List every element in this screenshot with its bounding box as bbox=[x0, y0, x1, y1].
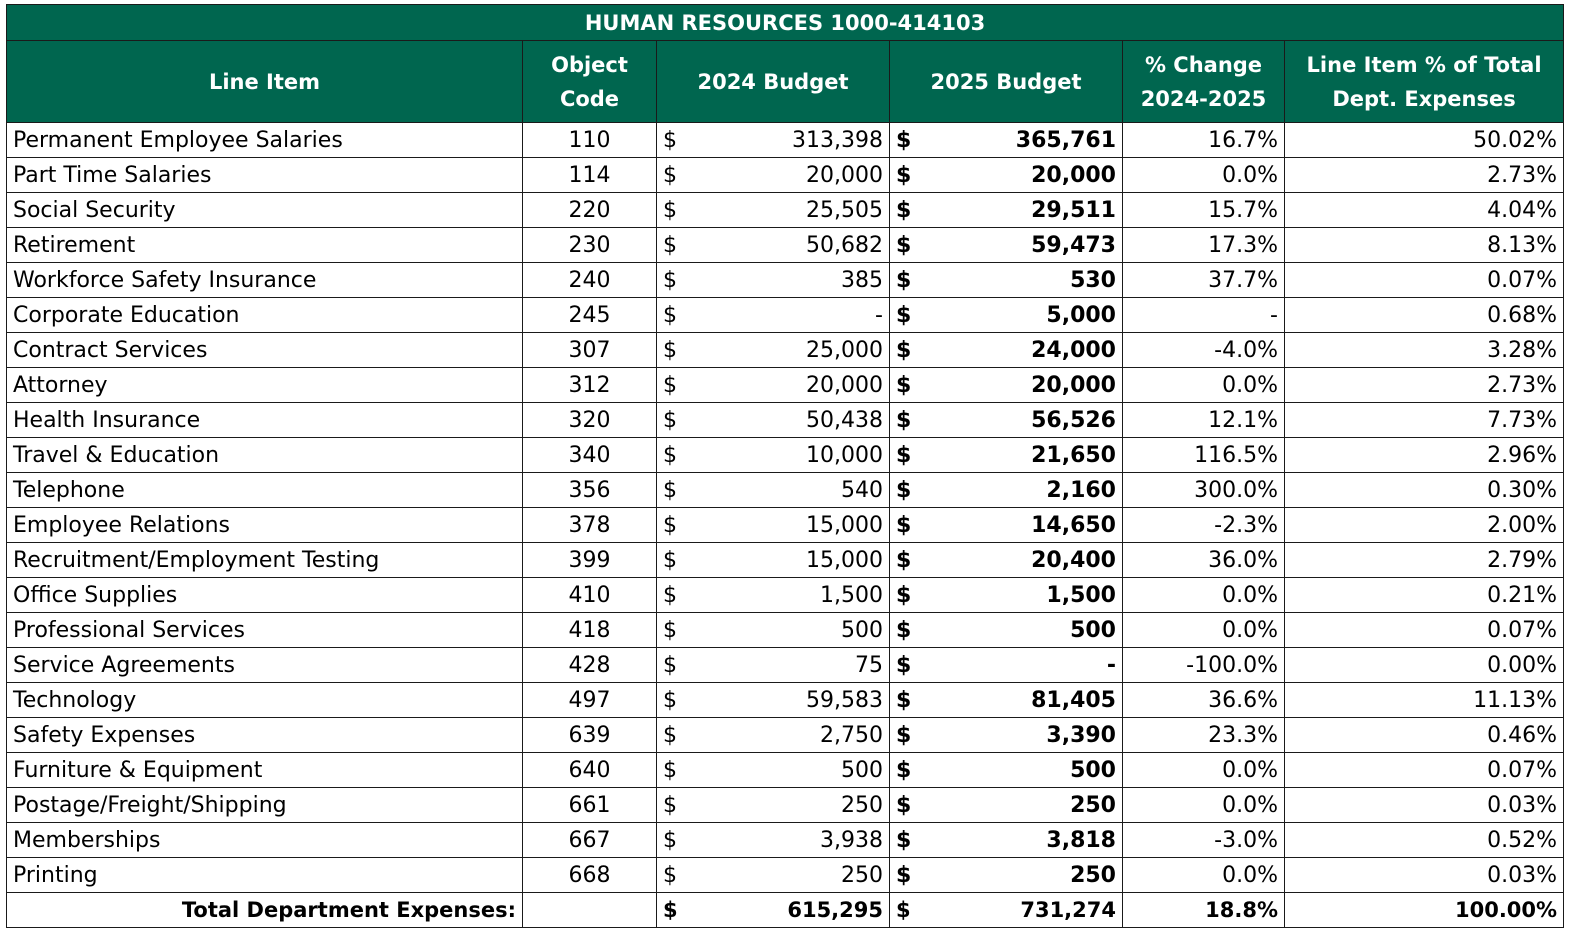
budget-2024-value: 2,750 bbox=[820, 722, 883, 748]
line-item-cell: Service Agreements bbox=[7, 648, 523, 683]
currency-symbol: $ bbox=[663, 302, 677, 328]
line-item-cell: Retirement bbox=[7, 228, 523, 263]
pct-change-cell: - bbox=[1123, 298, 1285, 333]
budget-2025-value: 3,390 bbox=[1046, 722, 1116, 748]
pct-change-cell: 15.7% bbox=[1123, 193, 1285, 228]
table-row bbox=[7, 123, 1564, 158]
currency-symbol: $ bbox=[896, 757, 912, 783]
currency-symbol: $ bbox=[663, 792, 677, 818]
table-row bbox=[7, 158, 1564, 193]
header-object-code-line2: Code bbox=[559, 86, 620, 111]
header-2024-budget bbox=[657, 41, 890, 123]
budget-2024-cell bbox=[657, 228, 890, 263]
budget-2025-cell bbox=[890, 683, 1123, 718]
currency-symbol: $ bbox=[896, 512, 912, 538]
pct-share-cell: 11.13% bbox=[1285, 683, 1564, 718]
currency-symbol: $ bbox=[663, 722, 677, 748]
budget-2024-cell bbox=[657, 368, 890, 403]
total-2024-value: 615,295 bbox=[787, 898, 883, 922]
table-row bbox=[7, 578, 1564, 613]
object-code-cell: 640 bbox=[523, 753, 657, 788]
budget-2024-value: 15,000 bbox=[806, 512, 883, 538]
budget-2025-cell bbox=[890, 123, 1123, 158]
pct-change-cell: 16.7% bbox=[1123, 123, 1285, 158]
budget-2024-value: 50,682 bbox=[806, 232, 883, 258]
currency-symbol: $ bbox=[663, 162, 677, 188]
table-row bbox=[7, 228, 1564, 263]
budget-2024-cell bbox=[657, 263, 890, 298]
pct-share-cell: 50.02% bbox=[1285, 123, 1564, 158]
budget-2025-cell bbox=[890, 648, 1123, 683]
pct-change-cell: 37.7% bbox=[1123, 263, 1285, 298]
pct-share-cell: 2.96% bbox=[1285, 438, 1564, 473]
budget-2025-cell bbox=[890, 718, 1123, 753]
budget-2025-value: 2,160 bbox=[1046, 477, 1116, 503]
object-code-cell: 378 bbox=[523, 508, 657, 543]
object-code-cell: 410 bbox=[523, 578, 657, 613]
line-item-cell: Corporate Education bbox=[7, 298, 523, 333]
pct-change-cell: 116.5% bbox=[1123, 438, 1285, 473]
currency-symbol: $ bbox=[896, 862, 912, 888]
currency-symbol: $ bbox=[896, 197, 912, 223]
line-item-cell: Health Insurance bbox=[7, 403, 523, 438]
total-pct-change: 18.8% bbox=[1123, 893, 1285, 928]
budget-2024-cell bbox=[657, 648, 890, 683]
pct-change-cell: 0.0% bbox=[1123, 158, 1285, 193]
pct-share-cell: 8.13% bbox=[1285, 228, 1564, 263]
object-code-cell: 661 bbox=[523, 788, 657, 823]
currency-symbol: $ bbox=[663, 232, 677, 258]
object-code-cell: 668 bbox=[523, 858, 657, 893]
budget-2024-cell bbox=[657, 578, 890, 613]
budget-2025-value: 5,000 bbox=[1046, 302, 1116, 328]
currency-symbol: $ bbox=[896, 827, 912, 853]
budget-2025-cell bbox=[890, 578, 1123, 613]
pct-share-cell: 7.73% bbox=[1285, 403, 1564, 438]
budget-2025-value: 20,400 bbox=[1031, 547, 1116, 573]
line-item-cell: Part Time Salaries bbox=[7, 158, 523, 193]
object-code-cell: 245 bbox=[523, 298, 657, 333]
table-row bbox=[7, 368, 1564, 403]
budget-2024-value: 25,505 bbox=[806, 197, 883, 223]
budget-2025-value: 81,405 bbox=[1031, 687, 1116, 713]
currency-symbol: $ bbox=[896, 652, 912, 678]
budget-2025-cell bbox=[890, 228, 1123, 263]
budget-2025-value: 365,761 bbox=[1015, 127, 1116, 153]
currency-symbol: $ bbox=[663, 372, 677, 398]
pct-change-cell: 12.1% bbox=[1123, 403, 1285, 438]
total-row bbox=[7, 893, 1564, 928]
table-row bbox=[7, 823, 1564, 858]
pct-share-cell: 0.07% bbox=[1285, 753, 1564, 788]
table-row bbox=[7, 263, 1564, 298]
currency-symbol: $ bbox=[896, 407, 912, 433]
object-code-cell: 340 bbox=[523, 438, 657, 473]
object-code-cell: 230 bbox=[523, 228, 657, 263]
currency-symbol: $ bbox=[896, 477, 912, 503]
object-code-cell: 418 bbox=[523, 613, 657, 648]
currency-symbol: $ bbox=[896, 337, 912, 363]
budget-2025-value: 24,000 bbox=[1031, 337, 1116, 363]
line-item-cell: Safety Expenses bbox=[7, 718, 523, 753]
budget-2024-cell bbox=[657, 473, 890, 508]
pct-share-cell: 0.03% bbox=[1285, 788, 1564, 823]
currency-symbol: $ bbox=[663, 617, 677, 643]
budget-2025-cell bbox=[890, 788, 1123, 823]
header-line-item-text: Line Item bbox=[208, 69, 321, 94]
pct-share-cell: 0.00% bbox=[1285, 648, 1564, 683]
table-row bbox=[7, 193, 1564, 228]
currency-symbol: $ bbox=[663, 197, 677, 223]
header-row bbox=[7, 41, 1564, 123]
object-code-cell: 307 bbox=[523, 333, 657, 368]
pct-share-cell: 0.52% bbox=[1285, 823, 1564, 858]
object-code-cell: 497 bbox=[523, 683, 657, 718]
currency-symbol: $ bbox=[663, 687, 677, 713]
budget-2024-cell bbox=[657, 158, 890, 193]
pct-change-cell: 0.0% bbox=[1123, 613, 1285, 648]
budget-2025-cell bbox=[890, 403, 1123, 438]
table-row bbox=[7, 333, 1564, 368]
line-item-cell: Professional Services bbox=[7, 613, 523, 648]
object-code-cell: 220 bbox=[523, 193, 657, 228]
object-code-cell: 667 bbox=[523, 823, 657, 858]
object-code-cell: 110 bbox=[523, 123, 657, 158]
currency-symbol: $ bbox=[896, 232, 912, 258]
object-code-cell: 399 bbox=[523, 543, 657, 578]
budget-2024-value: 25,000 bbox=[806, 337, 883, 363]
object-code-cell: 639 bbox=[523, 718, 657, 753]
header-pct-change-line2: 2024-2025 bbox=[1140, 86, 1267, 111]
budget-2025-value: 14,650 bbox=[1031, 512, 1116, 538]
budget-2025-value: 3,818 bbox=[1046, 827, 1116, 853]
pct-change-cell: -2.3% bbox=[1123, 508, 1285, 543]
budget-2025-cell bbox=[890, 333, 1123, 368]
total-code bbox=[523, 893, 657, 928]
budget-2024-value: 313,398 bbox=[792, 127, 883, 153]
budget-2025-value: 21,650 bbox=[1031, 442, 1116, 468]
total-2025-value: 731,274 bbox=[1020, 898, 1116, 922]
budget-2024-cell bbox=[657, 753, 890, 788]
table-row bbox=[7, 403, 1564, 438]
budget-2025-value: 250 bbox=[1070, 862, 1116, 888]
budget-2024-value: 50,438 bbox=[806, 407, 883, 433]
budget-2025-value: 500 bbox=[1070, 617, 1116, 643]
pct-change-cell: 0.0% bbox=[1123, 788, 1285, 823]
currency-symbol: $ bbox=[896, 162, 912, 188]
currency-symbol: $ bbox=[896, 267, 912, 293]
object-code-cell: 428 bbox=[523, 648, 657, 683]
pct-change-cell: 36.6% bbox=[1123, 683, 1285, 718]
table-row bbox=[7, 788, 1564, 823]
budget-2024-value: 1,500 bbox=[820, 582, 883, 608]
pct-share-cell: 0.30% bbox=[1285, 473, 1564, 508]
budget-2024-cell bbox=[657, 718, 890, 753]
currency-symbol: $ bbox=[896, 442, 912, 468]
table-row bbox=[7, 473, 1564, 508]
table-row bbox=[7, 648, 1564, 683]
total-2024-budget bbox=[657, 893, 890, 928]
total-label: Total Department Expenses: bbox=[7, 893, 523, 928]
pct-share-cell: 2.00% bbox=[1285, 508, 1564, 543]
currency-symbol: $ bbox=[896, 722, 912, 748]
header-pct-change bbox=[1123, 41, 1285, 123]
budget-2024-cell bbox=[657, 788, 890, 823]
budget-2024-cell bbox=[657, 823, 890, 858]
object-code-cell: 240 bbox=[523, 263, 657, 298]
pct-share-cell: 2.79% bbox=[1285, 543, 1564, 578]
budget-2025-value: 56,526 bbox=[1031, 407, 1116, 433]
pct-share-cell: 4.04% bbox=[1285, 193, 1564, 228]
currency-symbol: $ bbox=[663, 407, 677, 433]
total-pct-share: 100.00% bbox=[1285, 893, 1564, 928]
budget-2025-cell bbox=[890, 613, 1123, 648]
budget-2025-value: 530 bbox=[1070, 267, 1116, 293]
object-code-cell: 320 bbox=[523, 403, 657, 438]
pct-share-cell: 0.68% bbox=[1285, 298, 1564, 333]
pct-change-cell: -3.0% bbox=[1123, 823, 1285, 858]
line-item-cell: Permanent Employee Salaries bbox=[7, 123, 523, 158]
budget-2024-value: 15,000 bbox=[806, 547, 883, 573]
currency-symbol: $ bbox=[896, 372, 912, 398]
budget-2025-cell bbox=[890, 473, 1123, 508]
header-2025-budget bbox=[890, 41, 1123, 123]
currency-symbol: $ bbox=[663, 267, 677, 293]
budget-2024-cell bbox=[657, 123, 890, 158]
budget-2025-value: 59,473 bbox=[1031, 232, 1116, 258]
pct-change-cell: 0.0% bbox=[1123, 858, 1285, 893]
budget-2024-value: - bbox=[875, 302, 883, 328]
line-item-cell: Postage/Freight/Shipping bbox=[7, 788, 523, 823]
budget-2025-cell bbox=[890, 263, 1123, 298]
line-item-cell: Workforce Safety Insurance bbox=[7, 263, 523, 298]
budget-2024-value: 500 bbox=[841, 757, 883, 783]
pct-share-cell: 0.07% bbox=[1285, 263, 1564, 298]
table-row bbox=[7, 508, 1564, 543]
line-item-cell: Printing bbox=[7, 858, 523, 893]
pct-change-cell: -4.0% bbox=[1123, 333, 1285, 368]
pct-change-cell: 0.0% bbox=[1123, 753, 1285, 788]
budget-2024-cell bbox=[657, 613, 890, 648]
currency-symbol: $ bbox=[663, 127, 677, 153]
budget-2024-value: 20,000 bbox=[806, 162, 883, 188]
budget-2024-cell bbox=[657, 543, 890, 578]
currency-symbol: $ bbox=[663, 757, 677, 783]
total-2025-budget bbox=[890, 893, 1123, 928]
budget-2025-cell bbox=[890, 158, 1123, 193]
header-pct-change-line1: % Change bbox=[1144, 52, 1263, 77]
budget-2024-cell bbox=[657, 333, 890, 368]
budget-2024-cell bbox=[657, 508, 890, 543]
budget-2025-value: 20,000 bbox=[1031, 372, 1116, 398]
line-item-cell: Technology bbox=[7, 683, 523, 718]
budget-table bbox=[6, 4, 1564, 928]
budget-2024-value: 250 bbox=[841, 792, 883, 818]
object-code-cell: 312 bbox=[523, 368, 657, 403]
table-title: HUMAN RESOURCES 1000-414103 bbox=[7, 5, 1564, 41]
budget-2024-value: 250 bbox=[841, 862, 883, 888]
pct-change-cell: 17.3% bbox=[1123, 228, 1285, 263]
budget-2024-cell bbox=[657, 298, 890, 333]
budget-2024-value: 540 bbox=[841, 477, 883, 503]
budget-2024-cell bbox=[657, 858, 890, 893]
line-item-cell: Furniture & Equipment bbox=[7, 753, 523, 788]
pct-change-cell: 36.0% bbox=[1123, 543, 1285, 578]
currency-symbol: $ bbox=[663, 582, 677, 608]
table-row bbox=[7, 858, 1564, 893]
currency-symbol: $ bbox=[896, 127, 912, 153]
budget-2025-cell bbox=[890, 438, 1123, 473]
currency-symbol: $ bbox=[896, 792, 912, 818]
header-2024-budget-text: 2024 Budget bbox=[697, 69, 849, 94]
budget-2024-value: 10,000 bbox=[806, 442, 883, 468]
pct-share-cell: 2.73% bbox=[1285, 368, 1564, 403]
line-item-cell: Contract Services bbox=[7, 333, 523, 368]
header-line-item bbox=[7, 41, 523, 123]
table-row bbox=[7, 718, 1564, 753]
currency-symbol: $ bbox=[896, 898, 911, 922]
currency-symbol: $ bbox=[663, 337, 677, 363]
currency-symbol: $ bbox=[896, 582, 912, 608]
budget-2025-cell bbox=[890, 823, 1123, 858]
budget-2024-value: 59,583 bbox=[806, 687, 883, 713]
pct-share-cell: 0.07% bbox=[1285, 613, 1564, 648]
currency-symbol: $ bbox=[896, 617, 912, 643]
header-object-code bbox=[523, 41, 657, 123]
budget-2025-cell bbox=[890, 753, 1123, 788]
currency-symbol: $ bbox=[663, 652, 677, 678]
table-row bbox=[7, 613, 1564, 648]
object-code-cell: 114 bbox=[523, 158, 657, 193]
budget-2025-value: 250 bbox=[1070, 792, 1116, 818]
line-item-cell: Travel & Education bbox=[7, 438, 523, 473]
line-item-cell: Office Supplies bbox=[7, 578, 523, 613]
pct-change-cell: 0.0% bbox=[1123, 578, 1285, 613]
budget-2024-value: 385 bbox=[841, 267, 883, 293]
currency-symbol: $ bbox=[663, 512, 677, 538]
budget-2025-cell bbox=[890, 858, 1123, 893]
currency-symbol: $ bbox=[663, 898, 678, 922]
line-item-cell: Social Security bbox=[7, 193, 523, 228]
pct-share-cell: 3.28% bbox=[1285, 333, 1564, 368]
currency-symbol: $ bbox=[896, 687, 912, 713]
currency-symbol: $ bbox=[663, 827, 677, 853]
table-row bbox=[7, 438, 1564, 473]
budget-2025-value: 500 bbox=[1070, 757, 1116, 783]
budget-2025-value: 20,000 bbox=[1031, 162, 1116, 188]
line-item-cell: Attorney bbox=[7, 368, 523, 403]
table-row bbox=[7, 753, 1564, 788]
header-pct-total-line1: Line Item % of Total bbox=[1306, 52, 1542, 77]
header-object-code-line1: Object bbox=[551, 52, 628, 77]
pct-share-cell: 0.21% bbox=[1285, 578, 1564, 613]
pct-share-cell: 0.46% bbox=[1285, 718, 1564, 753]
budget-2025-value: - bbox=[1106, 652, 1116, 678]
object-code-cell: 356 bbox=[523, 473, 657, 508]
currency-symbol: $ bbox=[663, 547, 677, 573]
currency-symbol: $ bbox=[663, 862, 677, 888]
line-item-cell: Telephone bbox=[7, 473, 523, 508]
budget-2025-cell bbox=[890, 543, 1123, 578]
budget-2024-value: 20,000 bbox=[806, 372, 883, 398]
budget-2024-cell bbox=[657, 403, 890, 438]
currency-symbol: $ bbox=[663, 477, 677, 503]
budget-2025-cell bbox=[890, 368, 1123, 403]
header-2025-budget-text: 2025 Budget bbox=[930, 69, 1082, 94]
currency-symbol: $ bbox=[896, 547, 912, 573]
budget-2025-value: 29,511 bbox=[1031, 197, 1116, 223]
currency-symbol: $ bbox=[663, 442, 677, 468]
budget-2024-value: 500 bbox=[841, 617, 883, 643]
budget-2024-cell bbox=[657, 683, 890, 718]
budget-2024-value: 75 bbox=[855, 652, 883, 678]
table-body bbox=[7, 123, 1564, 893]
currency-symbol: $ bbox=[896, 302, 912, 328]
budget-2024-value: 3,938 bbox=[820, 827, 883, 853]
pct-share-cell: 0.03% bbox=[1285, 858, 1564, 893]
budget-2024-cell bbox=[657, 438, 890, 473]
budget-2025-value: 1,500 bbox=[1046, 582, 1116, 608]
budget-2025-cell bbox=[890, 508, 1123, 543]
table-row bbox=[7, 298, 1564, 333]
pct-change-cell: 0.0% bbox=[1123, 368, 1285, 403]
title-row bbox=[7, 5, 1564, 41]
line-item-cell: Recruitment/Employment Testing bbox=[7, 543, 523, 578]
header-pct-total bbox=[1285, 41, 1564, 123]
budget-2024-cell bbox=[657, 193, 890, 228]
table-row bbox=[7, 683, 1564, 718]
line-item-cell: Memberships bbox=[7, 823, 523, 858]
pct-share-cell: 2.73% bbox=[1285, 158, 1564, 193]
budget-2025-cell bbox=[890, 298, 1123, 333]
pct-change-cell: 23.3% bbox=[1123, 718, 1285, 753]
line-item-cell: Employee Relations bbox=[7, 508, 523, 543]
pct-change-cell: -100.0% bbox=[1123, 648, 1285, 683]
header-pct-total-line2: Dept. Expenses bbox=[1332, 86, 1516, 111]
table-row bbox=[7, 543, 1564, 578]
pct-change-cell: 300.0% bbox=[1123, 473, 1285, 508]
budget-2025-cell bbox=[890, 193, 1123, 228]
